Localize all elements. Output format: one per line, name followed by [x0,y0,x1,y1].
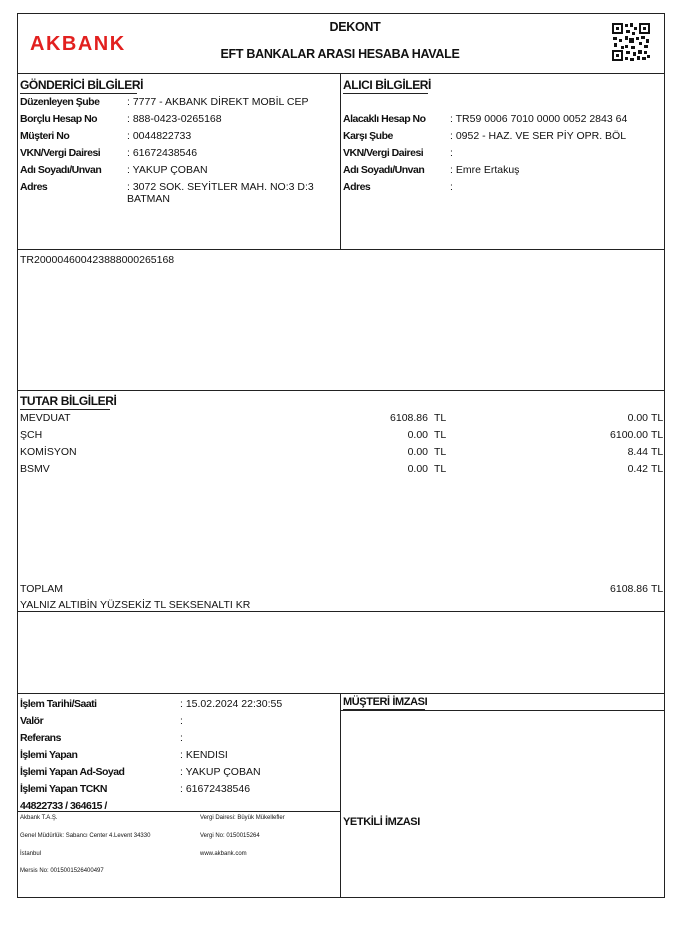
txn-valor-value: : [180,715,183,727]
reference-bottom-divider [17,390,665,391]
footer-city: İstanbul [20,851,42,857]
akbank-logo: AKBANK [30,33,126,55]
footer-company: Akbank T.A.Ş. [20,815,58,821]
txn-performer-value: : KENDISI [180,749,228,761]
amount-row-col2: 0.00 [627,412,648,424]
total-value: 6108.86 [610,583,648,595]
party-bottom-divider [17,249,665,250]
sender-account-value: : 888-0423-0265168 [127,113,222,125]
amount-row-name: KOMİSYON [20,446,77,458]
sender-title-underline [20,93,137,94]
amount-row-col1: 6108.86 [390,412,428,424]
receiver-account-label: Alacaklı Hesap No [343,113,426,125]
amount-row-cur1: TL [434,446,447,458]
txn-date-label: İşlem Tarihi/Saati [20,698,97,710]
amount-row-name: BSMV [20,463,50,475]
sender-name-label: Adı Soyadı/Unvan [20,164,102,176]
reference-code: TR20000460042388800026516​8 [20,254,175,266]
receiver-section-title: ALICI BİLGİLERİ [343,78,431,92]
txn-performer-tckn-value: : 61672438546 [180,783,251,795]
amount-in-words: YALNIZ ALTIBİN YÜZSEKİZ TL SEKSENALTI KR [20,599,251,611]
amounts-bottom-divider [17,611,665,612]
customer-signature-label: MÜŞTERİ İMZASI [343,696,428,708]
amount-row-col1: 0.00 [407,463,428,475]
amount-row-cur2: TL [651,429,664,441]
amount-row-col1: 0.00 [407,429,428,441]
amount-row-cur1: TL [434,429,447,441]
amount-row-col2: 0.42 [627,463,648,475]
footer-hq: Genel Müdürlük: Sabancı Center 4.Levent 34330 [20,833,151,839]
sender-address-city: BATMAN [127,193,170,205]
footer-website: www.akbank.com [200,851,247,857]
txn-performer-name-label: İşlemi Yapan Ad-Soyad [20,766,125,778]
footer-tax-no: Vergi No: 0150015264 [200,833,260,839]
txn-date-value: : 15.02.2024 22:30:55 [180,698,283,710]
footer-divider [17,811,340,812]
amounts-title-underline [20,409,110,410]
sender-customer-value: : 0044822733 [127,130,192,142]
receiver-address-label: Adres [343,181,371,193]
sender-address-label: Adres [20,181,48,193]
txn-reference-value: : [180,732,183,744]
txn-performer-label: İşlemi Yapan [20,749,78,761]
qr-code-icon [611,22,651,62]
amount-row-cur2: TL [651,446,664,458]
sender-section-title: GÖNDERİCİ BİLGİLERİ [20,78,144,92]
receiver-address-value: : [450,181,453,193]
party-divider [340,73,341,249]
amount-row-col1: 0.00 [407,446,428,458]
receiver-branch-value: : 0952 - HAZ. VE SER PİY OPR. BÖL [450,130,627,142]
txn-valor-label: Valör [20,715,44,727]
document-title: DEKONT [329,20,381,34]
sender-vkn-value: : 61672438546 [127,147,198,159]
transaction-top-divider [17,693,665,694]
amount-row-col2: 8.44 [627,446,648,458]
sender-vkn-label: VKN/Vergi Dairesi [20,147,101,159]
sender-customer-label: Müşteri No [20,130,70,142]
document-subtitle: EFT BANKALAR ARASI HESABA HAVALE [220,47,460,61]
sender-account-label: Borçlu Hesap No [20,113,98,125]
receiver-branch-label: Karşı Şube [343,130,393,142]
txn-reference-label: Referans [20,732,61,744]
receiver-vkn-label: VKN/Vergi Dairesi [343,147,424,159]
amount-row-name: MEVDUAT [20,412,71,424]
txn-performer-name-value: : YAKUP ÇOBAN [180,766,261,778]
txn-performer-tckn-label: İşlemi Yapan TCKN [20,783,108,795]
amount-row-cur1: TL [434,412,447,424]
amount-row-cur2: TL [651,412,664,424]
receiver-name-label: Adı Soyadı/Unvan [343,164,425,176]
customer-signature-underline [343,709,425,710]
receiver-account-value: : TR59 0006 7010 0000 0052 2843 64 [450,113,628,125]
footer-mersis: Mersis No: 0015001526400497 [20,868,104,874]
customer-reference: 44822733 / 364615 / [20,800,107,812]
amount-row-col2: 6100.00 [610,429,648,441]
receiver-title-underline [343,93,428,94]
sender-address-value: : 3072 SOK. SEYİTLER MAH. NO:3 D:3 [127,181,314,193]
total-label: TOPLAM [20,583,63,595]
amounts-section-title: TUTAR BİLGİLERİ [20,394,117,408]
amount-row-cur2: TL [651,463,664,475]
amount-row-name: ŞCH [20,429,43,441]
authorized-signature-label: YETKİLİ İMZASI [343,816,420,828]
sender-branch-label: Düzenleyen Şube [20,96,100,108]
receiver-name-value: : Emre Ertakuş [450,164,520,176]
sender-branch-value: : 7777 - AKBANK DİREKT MOBİL CEP [127,96,309,108]
total-currency: TL [651,583,664,595]
footer-tax-office: Vergi Dairesi: Büyük Mükellefler [200,815,285,821]
signature-divider [340,693,341,898]
receiver-vkn-value: : [450,147,453,159]
sender-name-value: : YAKUP ÇOBAN [127,164,208,176]
amount-row-cur1: TL [434,463,447,475]
header-divider [17,73,665,74]
customer-signature-divider [340,710,665,711]
